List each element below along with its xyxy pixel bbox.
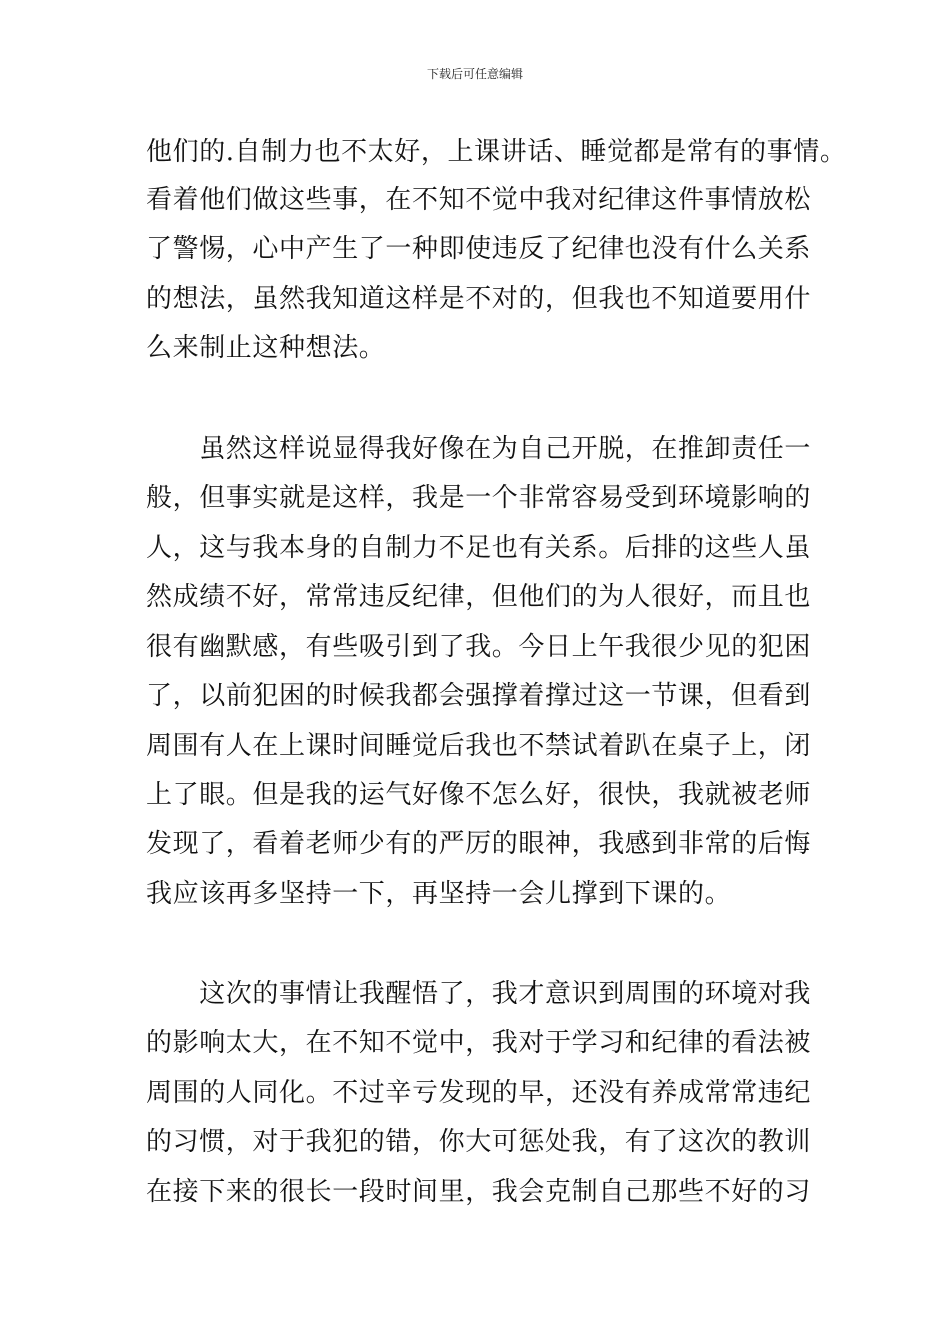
paragraph-2-line-5: 很有幽默感，有些吸引到了我。今日上午我很少见的犯困: [146, 632, 812, 662]
paragraph-2-line-8: 上了眼。但是我的运气好像不怎么好，很快，我就被老师: [146, 780, 812, 810]
paragraph-2-line-7: 周围有人在上课时间睡觉后我也不禁试着趴在桌子上，闭: [146, 731, 812, 761]
paragraph-3-line-4: 的习惯，对于我犯的错，你大可惩处我，有了这次的教训: [146, 1127, 812, 1157]
paragraph-2-line-1: 虽然这样说显得我好像在为自己开脱，在推卸责任一: [146, 434, 812, 464]
paragraph-3-line-1: 这次的事情让我醒悟了，我才意识到周围的环境对我: [146, 979, 812, 1009]
paragraph-3-line-3: 周围的人同化。不过辛亏发现的早，还没有养成常常违纪: [146, 1078, 812, 1108]
paragraph-3-line-2: 的影响太大，在不知不觉中，我对于学习和纪律的看法被: [146, 1028, 812, 1058]
page-header: 下载后可任意编辑: [426, 67, 523, 81]
paragraph-2-line-10: 我应该再多坚持一下，再坚持一会儿撑到下课的。: [146, 879, 732, 909]
paragraph-1-line-4: 的想法，虽然我知道这样是不对的，但我也不知道要用什: [146, 284, 812, 314]
paragraph-1-line-2: 看着他们做这些事，在不知不觉中我对纪律这件事情放松: [146, 185, 812, 215]
paragraph-3-line-5: 在接下来的很长一段时间里，我会克制自己那些不好的习: [146, 1177, 812, 1207]
paragraph-2-line-4: 然成绩不好，常常违反纪律，但他们的为人很好，而且也: [146, 582, 812, 612]
paragraph-1-line-5: 么来制止这种想法。: [146, 333, 386, 363]
paragraph-1-line-1: 他们的.自制力也不太好，上课讲话、睡觉都是常有的事情。: [146, 137, 847, 167]
paragraph-2-line-2: 般，但事实就是这样，我是一个非常容易受到环境影响的: [146, 483, 812, 513]
paragraph-2-line-3: 人，这与我本身的自制力不足也有关系。后排的这些人虽: [146, 533, 812, 563]
paragraph-1-line-3: 了警惕，心中产生了一种即使违反了纪律也没有什么关系: [146, 234, 812, 264]
paragraph-2-line-9: 发现了，看着老师少有的严厉的眼神，我感到非常的后悔: [146, 829, 812, 859]
paragraph-2-line-6: 了，以前犯困的时候我都会强撑着撑过这一节课，但看到: [146, 681, 812, 711]
